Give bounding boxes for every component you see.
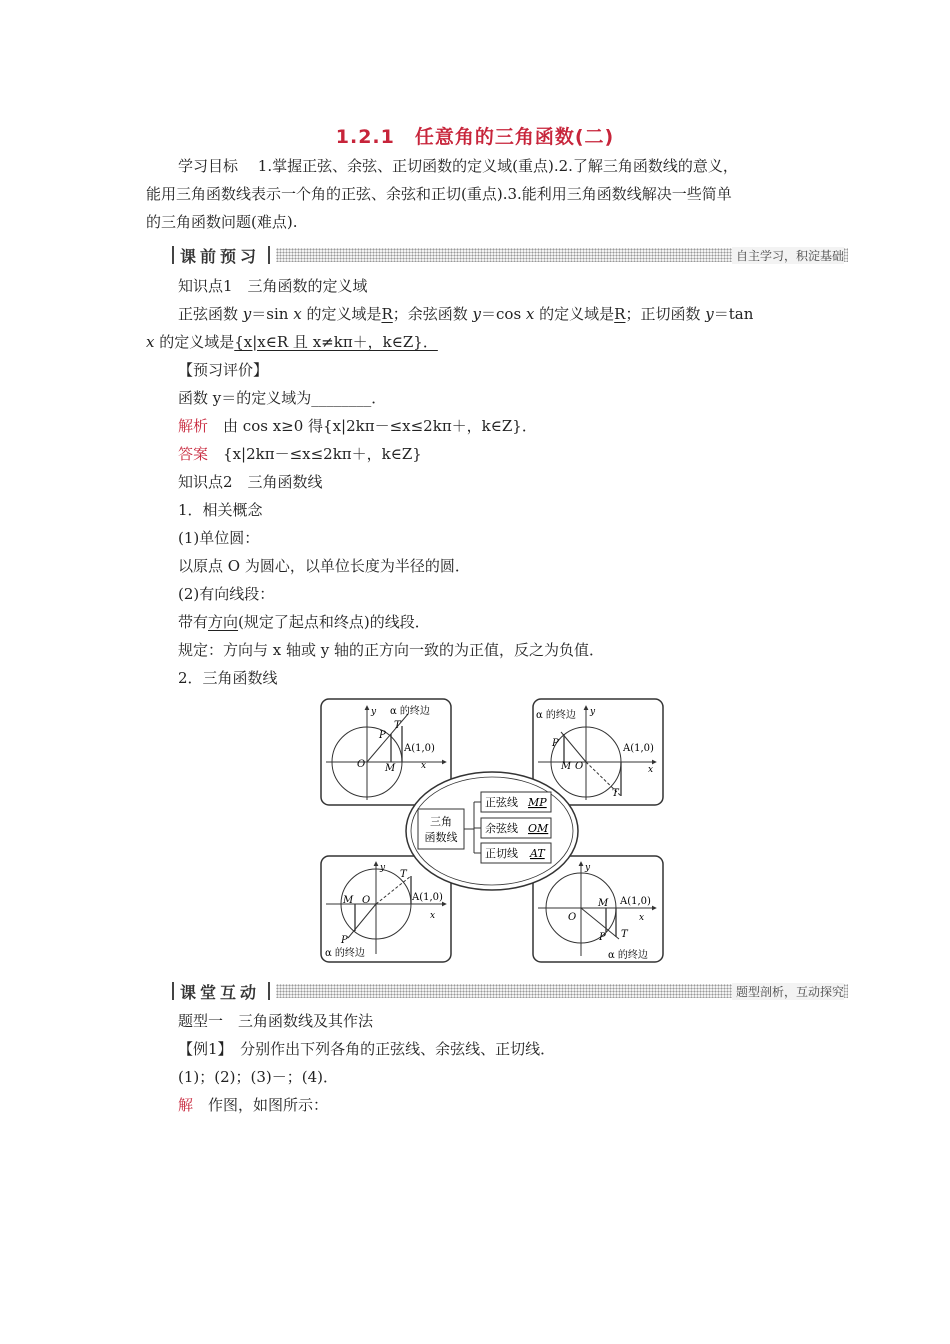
label-x: x xyxy=(639,913,645,923)
branch-sine-seg: MP xyxy=(528,796,547,809)
label-terminal: α 的终边 xyxy=(608,950,648,961)
kp2-s1: 1．相关概念 xyxy=(178,501,263,519)
kp2-rule: 规定：方向与 x 轴或 y 轴的正方向一致的为正值，反之为负值． xyxy=(178,641,605,659)
solution xyxy=(178,1095,328,1115)
banner-subtitle: 题型剖析，互动探究 xyxy=(732,983,844,1000)
label-P: P xyxy=(599,932,606,943)
answer-underlined: R xyxy=(381,305,393,323)
kp2-s1a-text: 以原点 O 为圆心，以单位长度为半径的圆． xyxy=(178,557,470,575)
solution-label: 解 xyxy=(178,1096,194,1114)
kp1-definition-line2 xyxy=(146,332,438,352)
label-terminal: α 的终边 xyxy=(325,948,365,959)
solution-text: 作图，如图所示： xyxy=(208,1096,329,1114)
branch-tangent-label: 正切线 xyxy=(485,847,518,860)
label-A: A(1,0) xyxy=(623,743,654,754)
label-O: O xyxy=(362,895,371,906)
label-A: A(1,0) xyxy=(404,743,435,754)
text-run: ＝cos xyxy=(481,305,526,323)
text-run: y xyxy=(472,305,482,323)
text-run: x xyxy=(525,305,535,323)
banner-subtitle: 自主学习，积淀基础 xyxy=(732,247,844,264)
preview-question: 函数 y＝的定义域为________． xyxy=(178,389,387,407)
label-O: O xyxy=(575,761,584,772)
example1 xyxy=(178,1039,555,1059)
kp2-s2: 2．三角函数线 xyxy=(178,669,278,687)
branch-cosine-label: 余弦线 xyxy=(485,822,518,835)
text-run: 的定义域是 xyxy=(301,305,382,323)
label-y: y xyxy=(371,707,377,717)
text-run: 的定义域是 xyxy=(534,305,615,323)
label-P: P xyxy=(379,730,386,741)
answer-underlined: {x|x∈R 且 x≠kπ＋，k∈Z}． xyxy=(234,333,438,351)
center-label-2: 函数线 xyxy=(424,831,458,844)
label-terminal: α 的终边 xyxy=(536,710,576,721)
label-P: P xyxy=(341,935,348,946)
answer-text: {x|2kπ－≤x≤2kπ＋，k∈Z} xyxy=(223,445,422,463)
label-x: x xyxy=(430,911,436,921)
goals-text-1: 1.掌握正弦、余弦、正切函数的定义域(重点).2.了解三角函数线的意义， xyxy=(257,157,738,175)
preview-heading: 【预习评价】 xyxy=(178,361,269,379)
text-run: x xyxy=(146,333,155,351)
text-run: 正弦函数 xyxy=(178,305,243,323)
label-A: A(1,0) xyxy=(412,892,443,903)
example-label: 【例1】 xyxy=(178,1040,226,1058)
label-y: y xyxy=(380,863,386,873)
section-banner-preview xyxy=(172,244,848,266)
learning-goals-line2: 能用三角函数线表示一个角的正弦、余弦和正切(重点).3.能利用三角函数线解决一些简单 xyxy=(146,185,732,203)
label-T: T xyxy=(612,788,619,799)
learning-goals-line3: 的三角函数问题(难点). xyxy=(146,213,298,231)
label-M: M xyxy=(385,763,396,774)
label-T: T xyxy=(394,720,401,731)
banner-bar xyxy=(268,982,270,1000)
text-run: 带有 xyxy=(178,613,209,631)
label-y: y xyxy=(585,863,591,873)
center-concept-map xyxy=(406,772,578,890)
answer-underlined: R xyxy=(614,305,626,323)
learning-goals-line1 xyxy=(178,156,738,176)
branch-sine-label: 正弦线 xyxy=(485,796,518,809)
text-run: x xyxy=(293,305,302,323)
text-run: ；余弦函数 xyxy=(392,305,473,323)
text-run: 的定义域是 xyxy=(154,333,235,351)
text-run: ；正切函数 xyxy=(625,305,706,323)
text-run: (规定了起点和终点)的线段． xyxy=(238,613,430,631)
kp2-heading: 知识点2 三角函数线 xyxy=(178,473,323,491)
kp2-s1a: (1)单位圆： xyxy=(178,529,260,547)
label-M: M xyxy=(598,898,609,909)
label-P: P xyxy=(552,738,559,749)
label-M: M xyxy=(343,895,354,906)
text-run: ＝tan xyxy=(713,305,754,323)
text-run: y xyxy=(705,305,714,323)
text-run: ＝sin xyxy=(251,305,294,323)
example-text: 分别作出下列各角的正弦线、余弦线、正切线． xyxy=(240,1040,556,1058)
label-x: x xyxy=(648,765,654,775)
banner-label: 课堂互动 xyxy=(180,982,261,1002)
label-T: T xyxy=(400,869,407,880)
analysis-text: 由 cos x≥0 得{x|2kπ－≤x≤2kπ＋，k∈Z}． xyxy=(223,417,537,435)
type1-heading: 题型一 三角函数线及其作法 xyxy=(178,1012,374,1030)
label-T: T xyxy=(621,929,628,940)
preview-answer xyxy=(178,444,422,464)
kp2-s1b: (2)有向线段： xyxy=(178,585,275,603)
label-y: y xyxy=(590,707,596,717)
answer-underlined: 方向 xyxy=(208,613,239,631)
label-terminal: α 的终边 xyxy=(390,706,430,717)
banner-bar xyxy=(268,246,270,264)
label-O: O xyxy=(568,912,577,923)
text-run: y xyxy=(242,305,252,323)
preview-analysis xyxy=(178,416,537,436)
trig-lines-diagram xyxy=(318,696,668,966)
label-M: M xyxy=(561,761,572,772)
label-A: A(1,0) xyxy=(620,896,651,907)
center-label-1: 三角 xyxy=(430,815,452,828)
section-banner-class xyxy=(172,980,848,1002)
kp1-heading: 知识点1 三角函数的定义域 xyxy=(178,277,368,295)
label-x: x xyxy=(421,761,427,771)
branch-tangent-seg: AT xyxy=(530,847,545,860)
page-title: 1.2.1 任意角的三角函数(二) xyxy=(335,126,615,148)
label-O: O xyxy=(357,759,366,770)
banner-label: 课前预习 xyxy=(180,246,261,266)
example1-parts: (1)；(2)；(3)－；(4)． xyxy=(178,1068,338,1086)
branch-cosine-seg: OM xyxy=(528,822,549,835)
kp2-s1b-text xyxy=(178,612,430,632)
kp1-definition-line1 xyxy=(178,304,753,324)
analysis-label: 解析 xyxy=(178,417,209,435)
answer-label: 答案 xyxy=(178,445,209,463)
goals-label: 学习目标 xyxy=(178,157,239,175)
